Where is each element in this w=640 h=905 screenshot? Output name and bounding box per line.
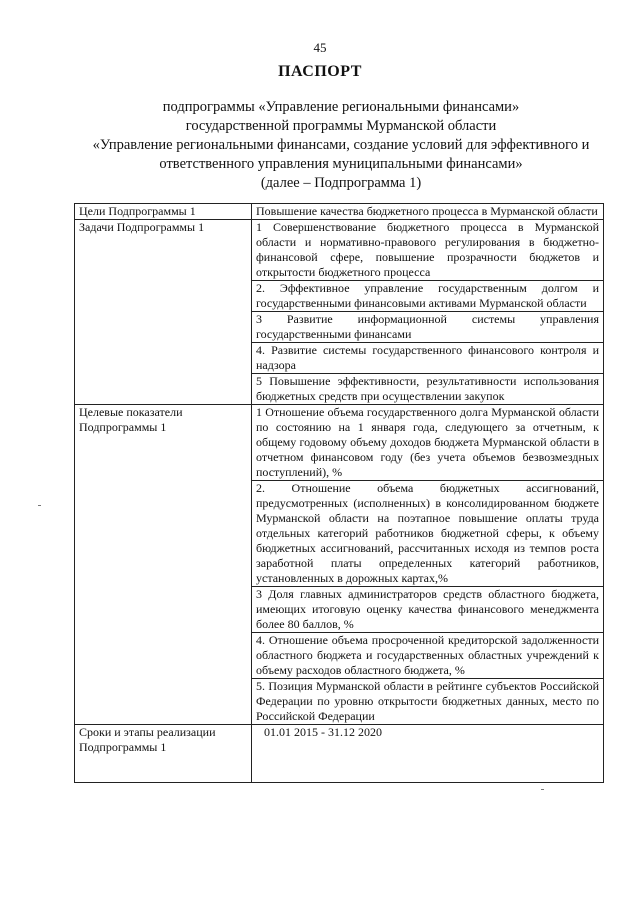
goals-row (75, 204, 604, 220)
subtitle-line: ответственного управления муниципальными финансами» (159, 156, 523, 172)
passport-table (74, 203, 604, 783)
indicators-label (75, 405, 252, 725)
task-item: 4. Развитие системы государственного финансового контроля и надзора (252, 342, 603, 373)
indicator-item: 1 Отношение объема государственного долга Мурманской области по состоянию на 1 января года, следующего за отчетным, к общему годовому объему доходов бюджета Мурманской области в отчетном финансовом году (без учета объемов безвозмездных поступлений), % (256, 405, 599, 479)
task-item: 1 Совершенствование бюджетного процесса в Мурманской области и нормативно-правового регулирования в бюджетно-финансовой сфере, повышение прозрачности бюджетов и открытости бюджетного процесса (256, 220, 599, 279)
tasks-label: Задачи Подпрограммы 1 (75, 220, 252, 405)
scan-speck (38, 505, 41, 506)
indicators-cell (252, 405, 604, 725)
indicators-row (75, 405, 604, 725)
indicator-item: 4. Отношение объема просроченной кредиторской задолженности областного бюджета и государственных областных учреждений к объему расходов областного бюджета, % (252, 632, 603, 678)
timeline-label-line: Подпрограммы 1 (79, 740, 167, 754)
goals-label: Цели Подпрограммы 1 (75, 204, 252, 220)
timeline-row (75, 725, 604, 783)
task-item: 3 Развитие информационной системы управления государственными финансами (252, 311, 603, 342)
task-item: 5 Повышение эффективности, результативности использования бюджетных средств при осуществлении закупок (252, 373, 603, 404)
subtitle-line: «Управление региональными финансами, создание условий для эффективного и (92, 137, 590, 153)
timeline-blank-space (256, 740, 599, 782)
indicators-label-line: Целевые показатели (79, 405, 183, 419)
subtitle-line: (далее – Подпрограмма 1) (260, 175, 422, 191)
indicator-item: 5. Позиция Мурманской области в рейтинге субъектов Российской Федерации по уровню открытости бюджетных данных, место по Российской Федерации (252, 678, 603, 724)
indicators-label-line: Подпрограммы 1 (79, 420, 167, 434)
indicator-item: 2. Отношение объема бюджетных ассигнований, предусмотренных (исполненных) в консолидированном бюджете Мурманской области на поэтапное повышение оплаты труда отдельных категорий работников бюджетной сферы, к объему бюджетных ассигнований, рассчитанных исходя из темпов роста заработной платы определенных категорий работников, установленных в дорожных картах,% (252, 480, 603, 586)
page-number: 45 (313, 40, 327, 55)
goals-text: Повышение качества бюджетного процесса в Мурманской области (256, 204, 598, 218)
document-subtitle (72, 98, 610, 193)
timeline-label-line: Сроки и этапы реализации (79, 725, 216, 739)
subtitle-line: государственной программы Мурманской области (185, 118, 497, 134)
indicator-item: 3 Доля главных администраторов средств областного бюджета, имеющих итоговую оценку качества финансового менеджмента более 80 баллов, % (252, 586, 603, 632)
tasks-row (75, 220, 604, 405)
document-title: ПАСПОРТ (278, 63, 362, 80)
goals-cell (252, 204, 604, 220)
tasks-cell (252, 220, 604, 405)
timeline-cell (252, 725, 604, 783)
timeline-label (75, 725, 252, 783)
subtitle-line: подпрограммы «Управление региональными финансами» (162, 99, 520, 115)
scan-speck (541, 789, 544, 790)
timeline-value: 01.01 2015 - 31.12 2020 (264, 725, 382, 739)
task-item: 2. Эффективное управление государственным долгом и государственными финансовыми активами Мурманской области (252, 280, 603, 311)
